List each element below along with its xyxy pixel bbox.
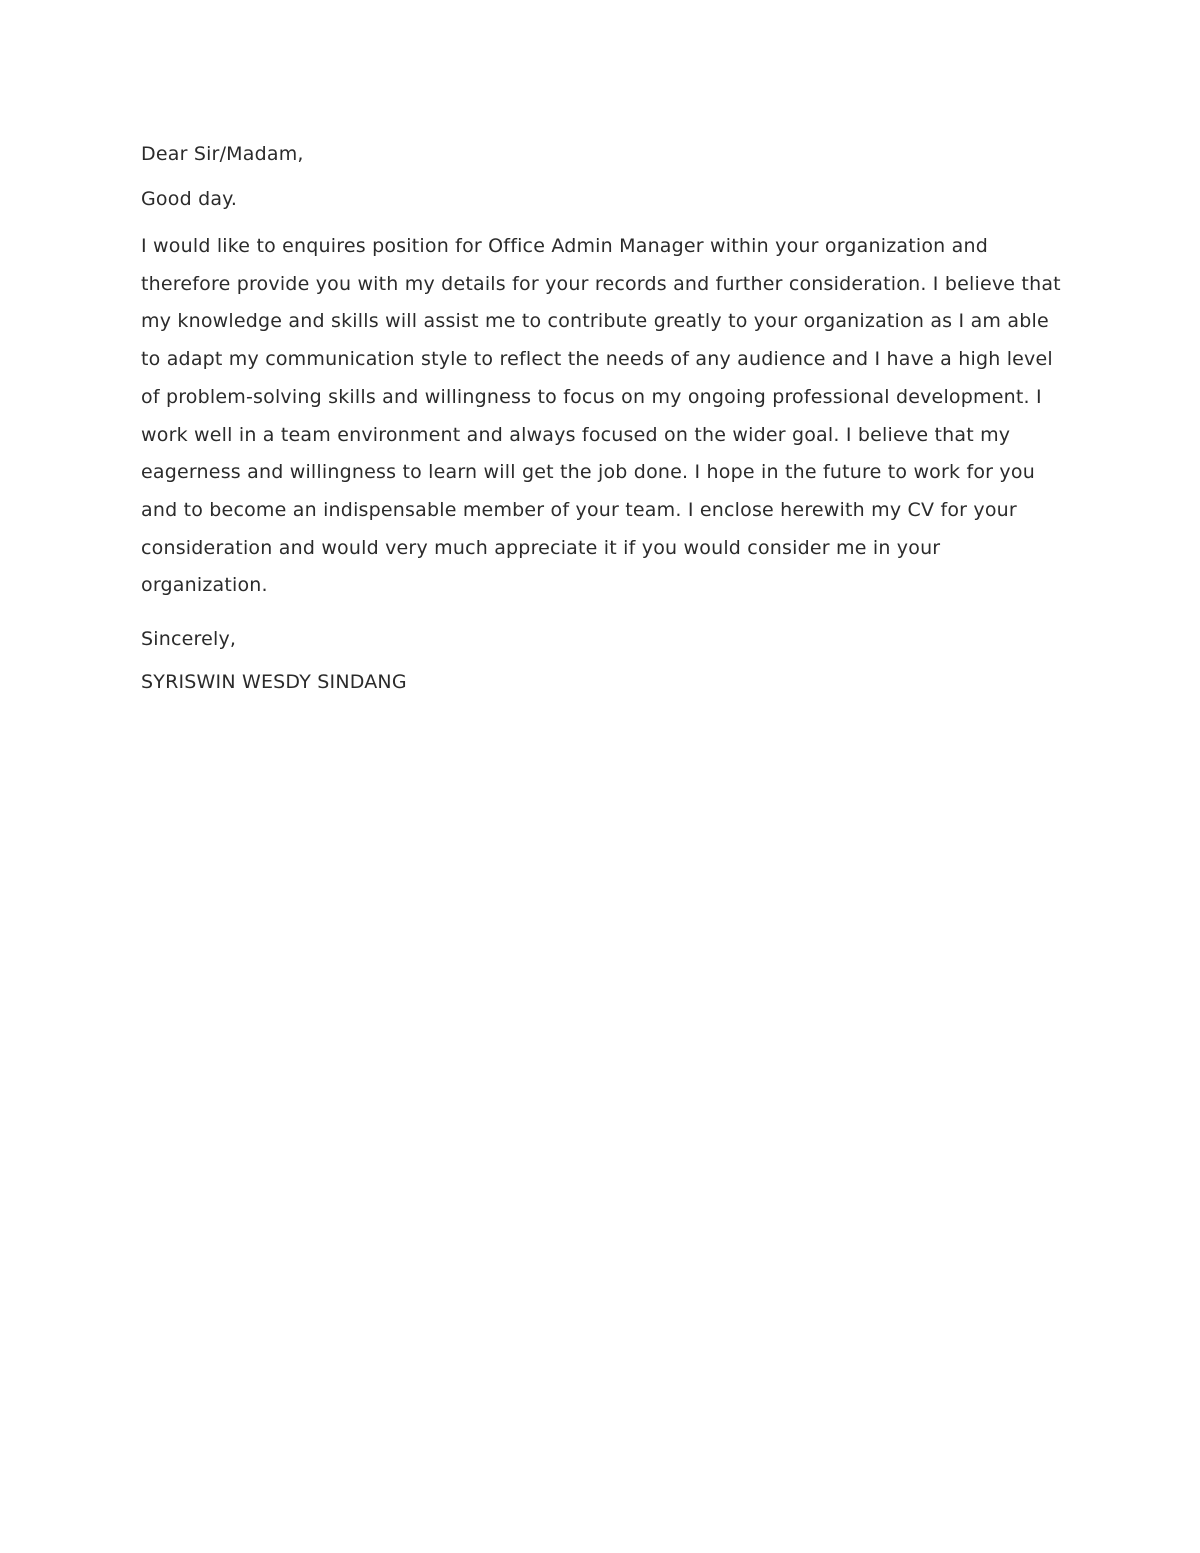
- signature-name: SYRISWIN WESDY SINDANG: [141, 671, 407, 694]
- salutation: Dear Sir/Madam,: [141, 143, 304, 165]
- letter-body: I would like to enquires position for Office Admin Manager within your organization and therefore provide you with my details for your records and further consideration. I believe that my knowledge and skills will assist me to contribute greatly to your organization as I am able to adapt my communication style to reflect the needs of any audience and I have a high level of problem-solving skills and willingness to focus on my ongoing professional development. I work well in a team environment and always focused on the wider goal. I believe that my eagerness and willingness to learn will get the job done. I hope in the future to work for you and to become an indispensable member of your team. I enclose herewith my CV for your consideration and would very much appreciate it if you would consider me in your organization.: [141, 235, 1061, 597]
- cover-letter: [141, 138, 1071, 698]
- greeting: Good day.: [141, 188, 238, 210]
- closing: Sincerely,: [141, 628, 237, 651]
